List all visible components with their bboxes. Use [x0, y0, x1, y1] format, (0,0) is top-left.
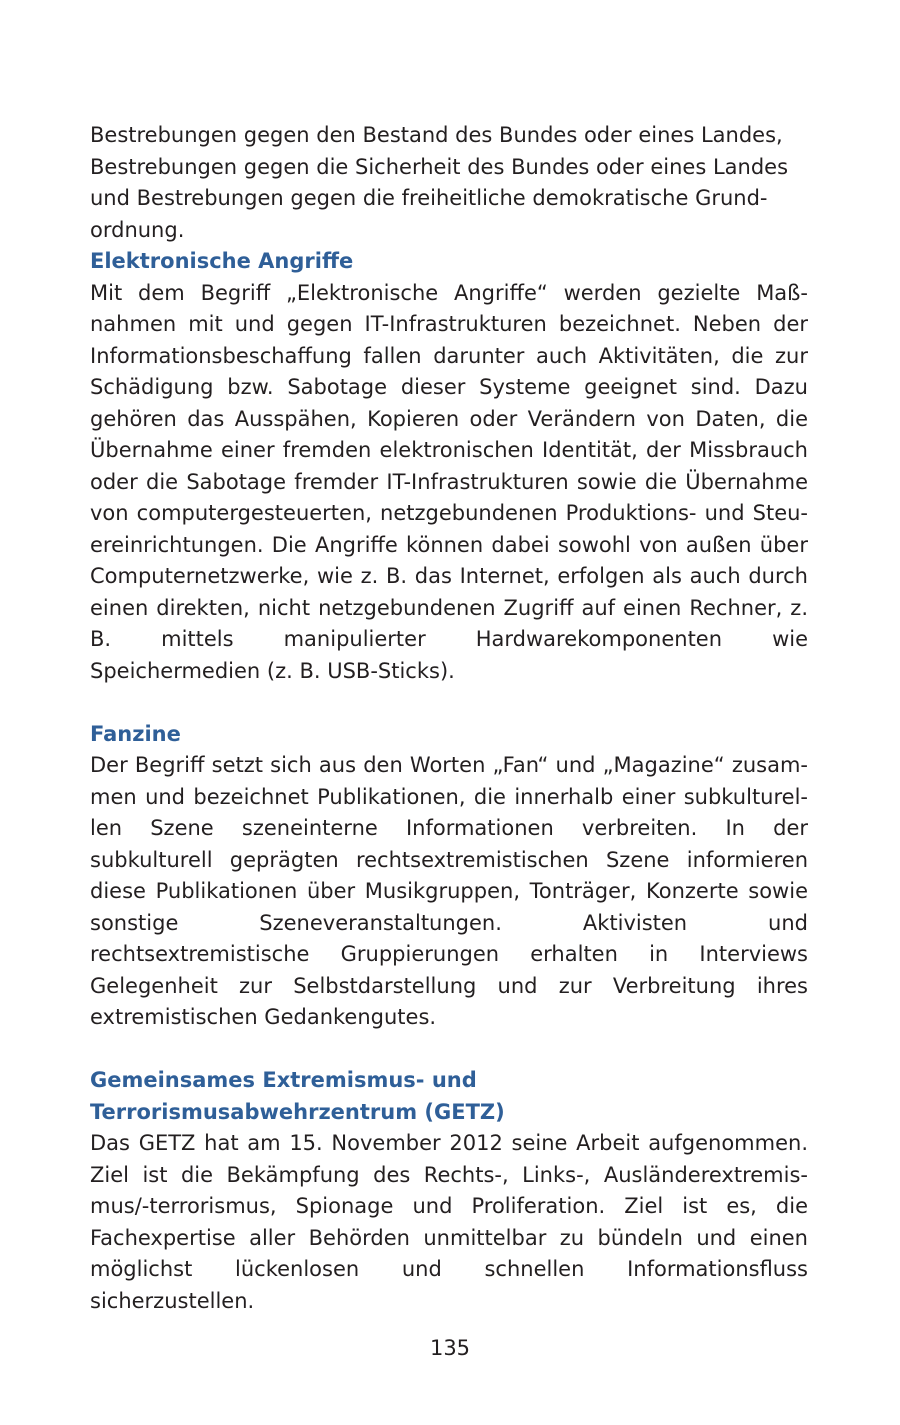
section-heading-getz: Gemeinsames Extremismus- und Terrorismusabwehrzentrum (GETZ) — [90, 1068, 505, 1124]
section-heading-elektronische-angriffe: Elektronische Angriffe — [90, 249, 354, 273]
page-number: 135 — [429, 1336, 471, 1360]
section-heading-fanzine: Fanzine — [90, 721, 181, 746]
section-body-elektronische-angriffe: Mit dem Begriff „Elektronische Angriffe“ werden gezielte Maßnahmen mit und gegen IT-Infrastrukturen bezeichnet. Neben der Informationsbeschaffung fallen darunter auch Aktivitäten, die zur Schädigung bzw. Sabotage dieser Systeme geeignet sind. Dazu gehören das Ausspähen, Kopieren oder Verändern von Daten, die Übernahme einer fremden elektronischen Identität, der Missbrauch oder die Sabotage fremder IT-Infrastrukturen sowie die Übernahme von computergesteuerten, netzgebundenen Produktions- und Steuereinrichtungen. Die Angriffe können dabei sowohl von außen über Computernetzwerke, wie z. B. das Internet, erfolgen als auch durch einen direkten, nicht netzgebundenen Zugriff auf einen Rechner, z. B. mittels manipulierter Hardwarekomponenten wie Speichermedien (z. B. USB-Sticks). — [90, 280, 808, 683]
section-body-fanzine: Der Begriff setzt sich aus den Worten „Fan“ und „Magazine“ zusammen und bezeichnet Publikationen, die innerhalb einer subkulturellen Szene szeneinterne Informationen verbreiten. In der subkulturell geprägten rechtsextremistischen Szene informieren diese Publikationen über Musikgruppen, Tonträger, Konzerte sowie sonstige Szeneveranstaltungen. Aktivisten und rechtsextremistische Gruppierungen erhalten in Interviews Gelegenheit zur Selbstdarstellung und zur Verbreitung ihres extremistischen Gedankengutes. — [90, 753, 808, 1029]
section-body-getz: Das GETZ hat am 15. November 2012 seine Arbeit aufgenommen. Ziel ist die Bekämpfung des Rechts-, Links-, Ausländerextremismus/-terrorismus, Spionage und Proliferation. Ziel ist es, die Fachexpertise aller Behörden unmittelbar zu bündeln und einen möglichst lückenlosen und schnellen Informationsfluss sicherzustellen. — [90, 1131, 808, 1313]
section-spacer — [90, 1034, 808, 1066]
section-spacer — [90, 687, 808, 719]
page-content — [90, 120, 808, 1317]
intro-paragraph: Bestrebungen gegen den Bestand des Bundes oder eines Landes, Bestrebungen gegen die Sicherheit des Bundes oder eines Landes und Bestrebungen gegen die freiheitliche demokratische Grundordnung. — [90, 123, 789, 242]
